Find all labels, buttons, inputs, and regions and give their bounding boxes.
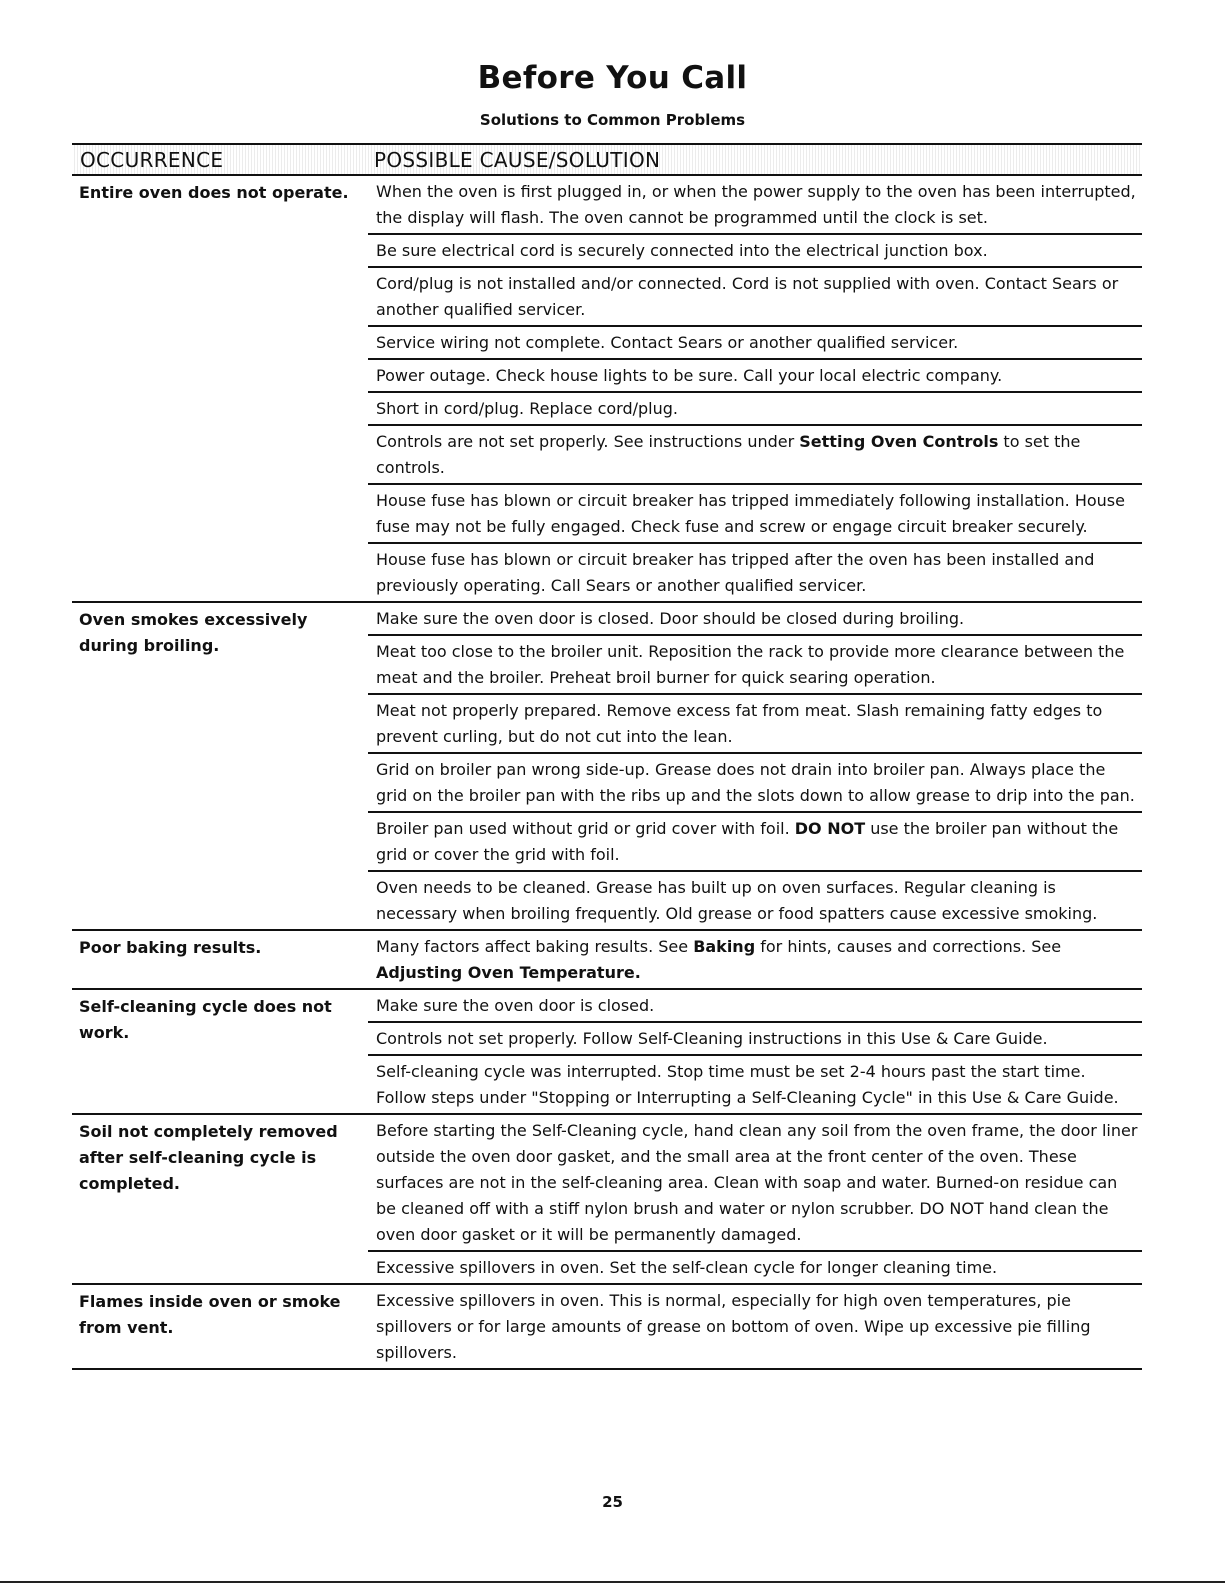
solution-item: Controls not set properly. Follow Self-Cleaning instructions in this Use & Care Guide. (368, 1023, 1142, 1056)
occurrence-label: Entire oven does not operate. (79, 183, 349, 202)
solution-list (368, 603, 1142, 929)
solution-item: Before starting the Self-Cleaning cycle, hand clean any soil from the oven frame, the door liner outside the oven door gasket, and the small area at the front center of the oven. These surfaces are not in the self-cleaning area. Clean with soap and water. Burned-on residue can be cleaned off with a stiff nylon brush and water or nylon scrubber. DO NOT hand clean the oven door gasket or it will be permanently damaged. (368, 1115, 1142, 1252)
problem-group (72, 1285, 1142, 1370)
solution-item: Make sure the oven door is closed. Door should be closed during broiling. (368, 603, 1142, 636)
solution-emphasis: Setting Oven Controls (799, 432, 999, 451)
solution-item: House fuse has blown or circuit breaker has tripped after the oven has been installed and previously operating. Call Sears or another qualified servicer. (376, 550, 1095, 595)
solution-item: Power outage. Check house lights to be sure. Call your local electric company. (368, 360, 1142, 393)
problem-group (72, 1115, 1142, 1285)
problem-group (72, 176, 1142, 603)
troubleshooting-table (72, 143, 1142, 1370)
page-number: 25 (602, 1493, 623, 1511)
solution-list (368, 176, 1142, 601)
solution-list (368, 931, 1142, 988)
occurrence-label: Flames inside oven or smoke from vent. (79, 1292, 341, 1337)
table-header (72, 143, 1142, 176)
solution-item: Excessive spillovers in oven. This is normal, especially for high oven temperatures, pie spillovers or for large amounts of grease on bottom of oven. Wipe up excessive pie filling spillovers. (376, 1291, 1091, 1362)
solution-item: House fuse has blown or circuit breaker has tripped immediately following installation. House fuse may not be fully engaged. Check fuse and screw or engage circuit breaker securely. (368, 485, 1142, 544)
solution-item: Grid on broiler pan wrong side-up. Grease does not drain into broiler pan. Always place the grid on the broiler pan with the ribs up and the slots down to allow grease to drip into the pan. (368, 754, 1142, 813)
header-occurrence: OCCURRENCE (80, 148, 224, 172)
solution-list (368, 1115, 1142, 1283)
solution-text: Many factors affect baking results. See (376, 937, 694, 956)
solution-item: Oven needs to be cleaned. Grease has built up on oven surfaces. Regular cleaning is necessary when broiling frequently. Old grease or food spatters cause excessive smoking. (376, 878, 1098, 923)
problem-group (72, 931, 1142, 990)
solution-item: Meat not properly prepared. Remove excess fat from meat. Slash remaining fatty edges to prevent curling, but do not cut into the lean. (368, 695, 1142, 754)
solution-item (368, 931, 1142, 988)
occurrence-label: Poor baking results. (79, 938, 262, 957)
solution-item: Cord/plug is not installed and/or connected. Cord is not supplied with oven. Contact Sears or another qualified servicer. (368, 268, 1142, 327)
solution-item: Short in cord/plug. Replace cord/plug. (368, 393, 1142, 426)
solution-item: When the oven is first plugged in, or when the power supply to the oven has been interrupted, the display will flash. The oven cannot be programmed until the clock is set. (368, 176, 1142, 235)
solution-item: Self-cleaning cycle was interrupted. Stop time must be set 2-4 hours past the start time. Follow steps under "Stopping or Interrupting a Self-Cleaning Cycle" in this Use & Care Guide. (376, 1062, 1119, 1107)
page-bottom-rule (0, 1581, 1225, 1583)
occurrence-label: Self-cleaning cycle does not work. (79, 997, 332, 1042)
problem-group (72, 603, 1142, 931)
solution-text: to set the controls. (376, 432, 1081, 477)
page-title: Before You Call (477, 60, 748, 96)
solution-item: Excessive spillovers in oven. Set the self-clean cycle for longer cleaning time. (376, 1258, 998, 1277)
occurrence-label: Soil not completely removed after self-cleaning cycle is completed. (79, 1122, 338, 1193)
solution-item: Be sure electrical cord is securely connected into the electrical junction box. (368, 235, 1142, 268)
solution-item (368, 813, 1142, 872)
page-subtitle: Solutions to Common Problems (479, 111, 746, 129)
solution-emphasis: DO NOT (794, 819, 866, 838)
solution-text: for hints, causes and corrections. See (755, 937, 1062, 956)
solution-item: Make sure the oven door is closed. (368, 990, 1142, 1023)
solution-list (368, 1285, 1142, 1368)
header-possible-cause-solution: POSSIBLE CAUSE/SOLUTION (374, 148, 661, 172)
solution-item (368, 426, 1142, 485)
problem-group (72, 990, 1142, 1115)
solution-text: Broiler pan used without grid or grid cover with foil. (376, 819, 795, 838)
solution-item: Service wiring not complete. Contact Sears or another qualified servicer. (368, 327, 1142, 360)
solution-list (368, 990, 1142, 1113)
solution-text: Controls are not set properly. See instructions under (376, 432, 800, 451)
occurrence-label: Oven smokes excessively during broiling. (79, 610, 308, 655)
solution-item: Meat too close to the broiler unit. Reposition the rack to provide more clearance between the meat and the broiler. Preheat broil burner for quick searing operation. (368, 636, 1142, 695)
solution-text: use the broiler pan without the grid or cover the grid with foil. (376, 819, 1119, 864)
solution-emphasis: Adjusting Oven Temperature. (376, 963, 641, 982)
solution-emphasis: Baking (693, 937, 756, 956)
